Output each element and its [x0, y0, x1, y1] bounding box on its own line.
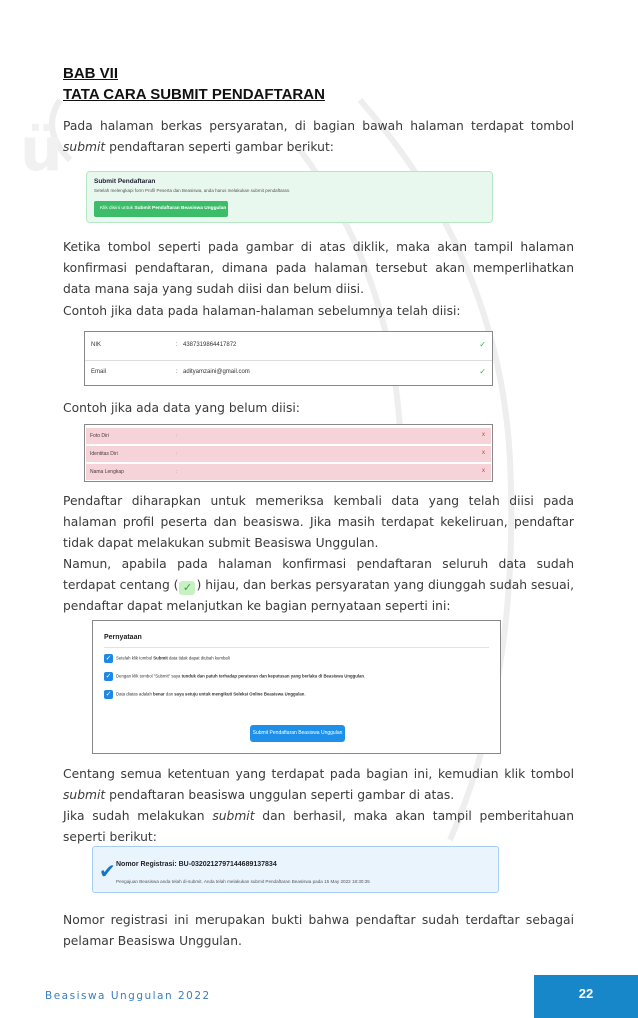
- button-prefix: Klik disini untuk: [100, 206, 135, 211]
- text: Data diatas adalah: [116, 691, 154, 697]
- text: Jika sudah melakukan: [63, 809, 213, 823]
- paragraph-check-all: [63, 764, 574, 806]
- cross-icon: x: [482, 468, 485, 474]
- page-number-box: [534, 975, 638, 1018]
- page-number: 22: [578, 986, 594, 1001]
- paragraph-proceed: [63, 554, 574, 617]
- panel-subtitle: Setelah melengkapi form Profil Peserta dan Beasiswa, anda harus melakukan submit pendaftaran.: [94, 188, 291, 193]
- text-italic: submit: [63, 140, 106, 154]
- text: Centang semua ketentuan yang terdapat pada bagian ini, kemudian klik tombol: [63, 767, 574, 781]
- checkbox-checked-icon[interactable]: ✓: [105, 655, 112, 662]
- submit-scholarship-button[interactable]: Submit Pendaftaran Beasiswa Unggulan: [250, 725, 345, 742]
- screenshot-statement: [92, 620, 501, 754]
- button-bold: Submit Pendaftaran Beasiswa Unggulan: [134, 206, 227, 211]
- paragraph-confirmation: Ketika tombol seperti pada gambar di atas diklik, maka akan tampil halaman konfirmasi pendaftaran, dimana pada halaman tersebut akan memperlihatkan data mana saja yang sudah diisi dan belum diisi.: [63, 240, 574, 296]
- data-row: [85, 359, 492, 385]
- success-check-icon: ✔: [99, 859, 116, 883]
- paragraph-missing-example: Contoh jika ada data yang belum diisi:: [63, 401, 300, 415]
- statement-checkbox-item[interactable]: [104, 654, 230, 663]
- text: Dengan klik tombol "Submit" saya: [116, 673, 182, 679]
- chapter-title: TATA CARA SUBMIT PENDAFTARAN: [63, 86, 325, 103]
- chapter-heading: [63, 63, 325, 105]
- check-icon: ✓: [479, 367, 486, 376]
- text: dan berhasil, maka akan tampil pemberitahuan seperti berikut:: [63, 809, 574, 844]
- paragraph-intro: [63, 116, 574, 158]
- screenshot-registration-success: [92, 846, 499, 893]
- row-label: Nama Lengkap: [90, 469, 124, 475]
- paragraph-closing: Nomor registrasi ini merupakan bukti bahwa pendaftar sudah terdaftar sebagai pelamar Beasiswa Unggulan.: [63, 913, 574, 948]
- screenshot-submit-panel: [86, 171, 493, 223]
- row-colon: :: [176, 369, 178, 375]
- text: pendaftaran seperti gambar berikut:: [105, 140, 334, 154]
- cross-icon: x: [482, 432, 485, 438]
- row-label: Email: [91, 369, 107, 375]
- row-colon: :: [176, 342, 178, 348]
- check-icon: ✓: [479, 340, 486, 349]
- screenshot-missing-data: [84, 424, 493, 482]
- text: Pada halaman berkas persyaratan, di bagian bawah halaman terdapat tombol: [63, 119, 574, 133]
- text-bold: tunduk dan patuh terhadap peraturan dan keputusan yang berlaku di Beasiswa Unggulan: [181, 673, 365, 679]
- text-bold: saya setuju untuk mengikuti Seleksi Online Beasiswa Unggulan: [174, 691, 305, 697]
- statement-checkbox-item[interactable]: [104, 690, 306, 699]
- success-message: Pengajuan Beasiswa anda telah di-submit. Anda telah melakukan submit Pendaftaran Beasiswa pada 15 May 2022 18:30:35: [116, 879, 370, 884]
- green-check-icon: ✓: [179, 581, 195, 595]
- footer-program-name: Beasiswa Unggulan 2022: [45, 990, 211, 1002]
- registration-number: Nomor Registrasi: BU-0320212797144689137834: [116, 861, 277, 868]
- missing-row: [86, 428, 491, 444]
- paragraph-review: Pendaftar diharapkan untuk memeriksa kembali data yang telah diisi pada halaman profil peserta dan beasiswa. Jika masih terdapat kekeliruan, pendaftar tidak dapat melakukan submit Beasiswa Unggulan.: [63, 494, 574, 550]
- screenshot-filled-data: [84, 331, 493, 386]
- text: .: [364, 673, 366, 679]
- missing-row: [86, 446, 491, 462]
- text: ) hijau, dan berkas persyaratan yang diunggah sudah sesuai, pendaftar dapat melanjutkan ke bagian pernyataan seperti ini:: [63, 578, 574, 613]
- text: Namun, apabila pada halaman konfirmasi pendaftaran seluruh data sudah terdapat centang (: [63, 557, 574, 592]
- row-colon: :: [176, 451, 178, 457]
- paragraph-success: [63, 806, 574, 848]
- row-value: 4387319864417872: [183, 342, 237, 348]
- data-row: [85, 332, 492, 358]
- row-colon: :: [176, 433, 178, 439]
- text-italic: submit: [63, 788, 106, 802]
- text: .: [304, 691, 306, 697]
- submit-registration-button[interactable]: [94, 201, 228, 217]
- divider: [104, 647, 489, 648]
- paragraph-filled-example: Contoh jika data pada halaman-halaman sebelumnya telah diisi:: [63, 304, 461, 318]
- row-label: Identitas Diri: [90, 451, 118, 457]
- row-value: adityamzaini@gmail.com: [183, 369, 250, 375]
- row-colon: :: [176, 469, 178, 475]
- panel-title: Submit Pendaftaran: [94, 178, 156, 185]
- svg-text:ü: ü: [20, 115, 63, 185]
- text: data tidak dapat diubah kembali: [167, 655, 230, 661]
- text-italic: submit: [212, 809, 255, 823]
- checkbox-checked-icon[interactable]: ✓: [105, 673, 112, 680]
- text: pendaftaran beasiswa unggulan seperti gambar di atas.: [105, 788, 455, 802]
- checkbox-checked-icon[interactable]: ✓: [105, 691, 112, 698]
- text-bold: Submit: [153, 655, 168, 661]
- row-label: Foto Diri: [90, 433, 109, 439]
- text-bold: benar: [153, 691, 165, 697]
- statement-checkbox-item[interactable]: [104, 672, 365, 681]
- text: dan: [164, 691, 175, 697]
- missing-row: [86, 464, 491, 480]
- row-label: NIK: [91, 342, 102, 348]
- text: Setelah klik tombol: [116, 655, 154, 661]
- statement-title: Pernyataan: [104, 634, 142, 641]
- cross-icon: x: [482, 450, 485, 456]
- chapter-number: BAB VII: [63, 65, 119, 82]
